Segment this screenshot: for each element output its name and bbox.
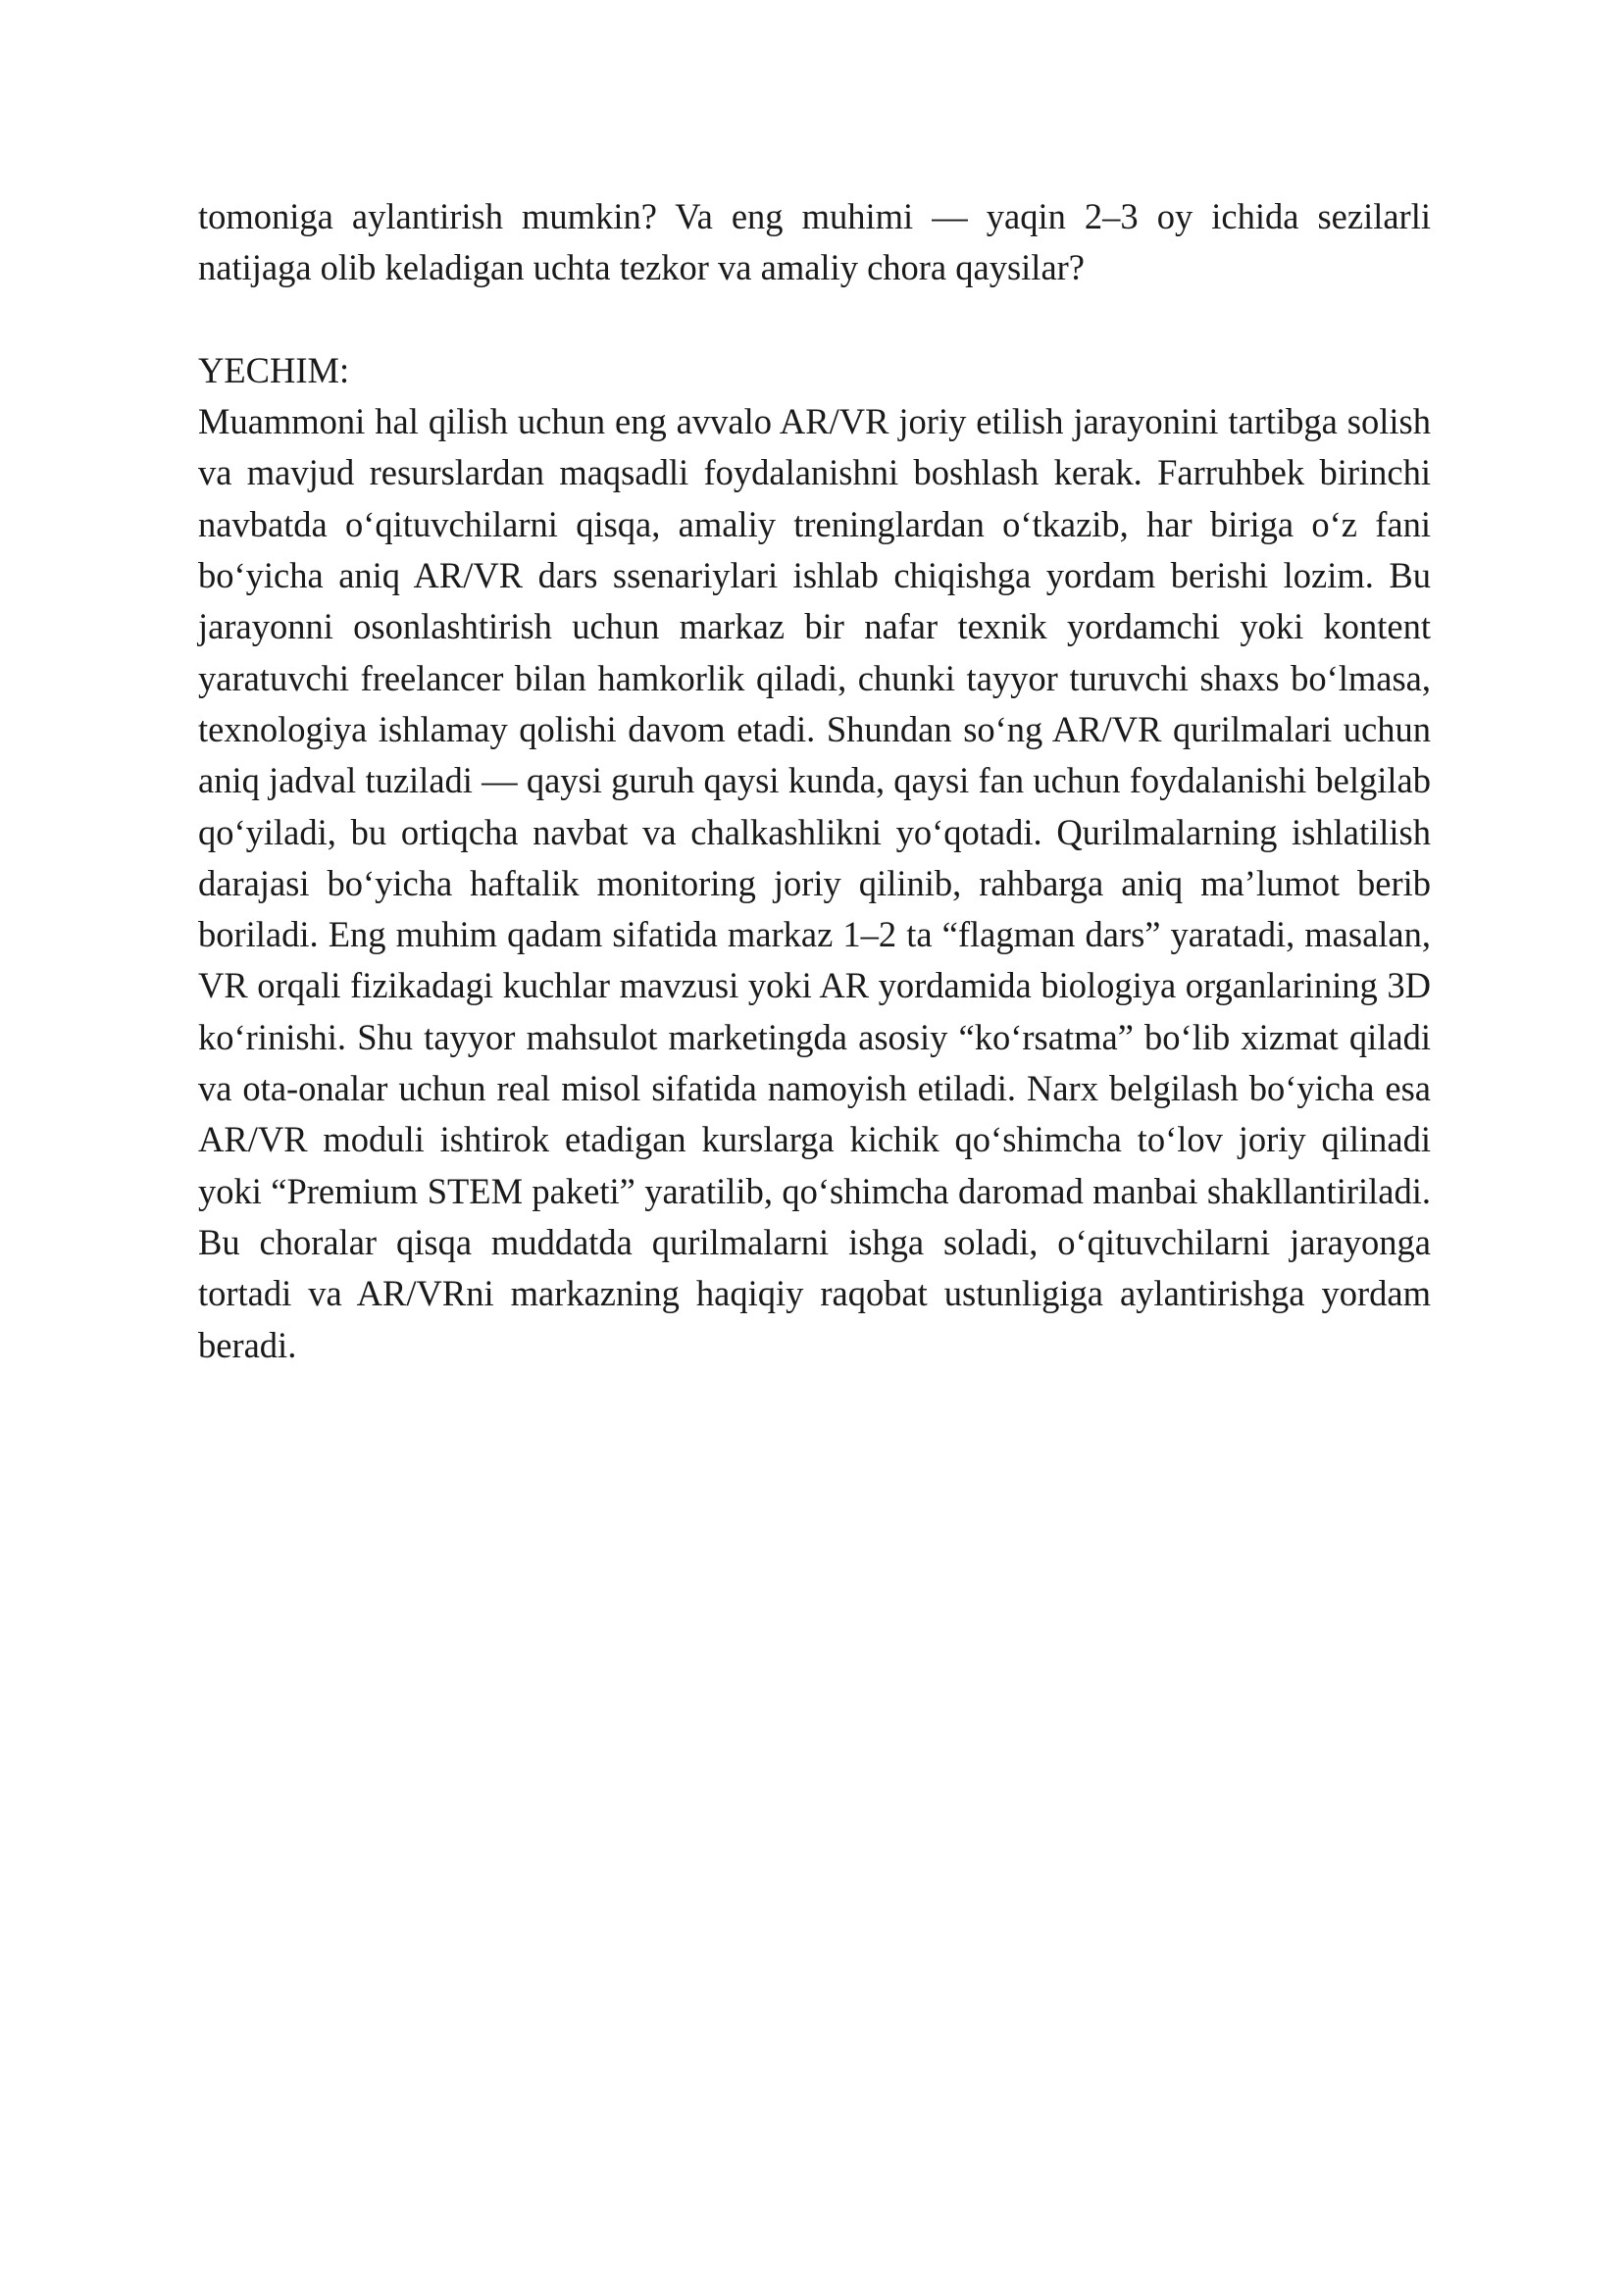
intro-paragraph: tomoniga aylantirish mumkin? Va eng muhimi — yaqin 2–3 oy ichida sezilarli natijaga olib keladigan uchta tezkor va amaliy chora qaysilar? [198, 196, 1431, 288]
solution-paragraph: Muammoni hal qilish uchun eng avvalo AR/VR joriy etilish jarayonini tartibga solish va mavjud resurslardan maqsadli foydalanishni boshlash kerak. Farruhbek birinchi navbatda oʻqituvchilarni qisqa, amaliy treninglardan oʻtkazib, har biriga oʻz fani boʻyicha aniq AR/VR dars ssenariylari ishlab chiqishga yordam berishi lozim. Bu jarayonni osonlashtirish uchun markaz bir nafar texnik yordamchi yoki kontent yaratuvchi freelancer bilan hamkorlik qiladi, chunki tayyor turuvchi shaxs boʻlmasa, texnologiya ishlamay qolishi davom etadi. Shundan soʻng AR/VR qurilmalari uchun aniq jadval tuziladi — qaysi guruh qaysi kunda, qaysi fan uchun foydalanishi belgilab qoʻyiladi, bu ortiqcha navbat va chalkashlikni yoʻqotadi. Qurilmalarning ishlatilish darajasi boʻyicha haftalik monitoring joriy qilinib, rahbarga aniq maʼlumot berib boriladi. Eng muhim qadam sifatida markaz 1–2 ta “flagman dars” yaratadi, masalan, VR orqali fizikadagi kuchlar mavzusi yoki AR yordamida biologiya organlarining 3D koʻrinishi. Shu tayyor mahsulot marketingda asosiy “koʻrsatma” boʻlib xizmat qiladi va ota-onalar uchun real misol sifatida namoyish etiladi. Narx belgilash boʻyicha esa AR/VR moduli ishtirok etadigan kurslarga kichik qoʻshimcha toʻlov joriy qilinadi yoki “Premium STEM paketi” yaratilib, qoʻshimcha daromad manbai shakllantiriladi. Bu choralar qisqa muddatda qurilmalarni ishga soladi, oʻqituvchilarni jarayonga tortadi va AR/VRni markazning haqiqiy raqobat ustunligiga aylantirishga yordam beradi. [198, 401, 1431, 1365]
section-heading: YECHIM: [198, 349, 350, 390]
paragraph-spacer [198, 294, 1431, 345]
document-body [198, 191, 1431, 1371]
